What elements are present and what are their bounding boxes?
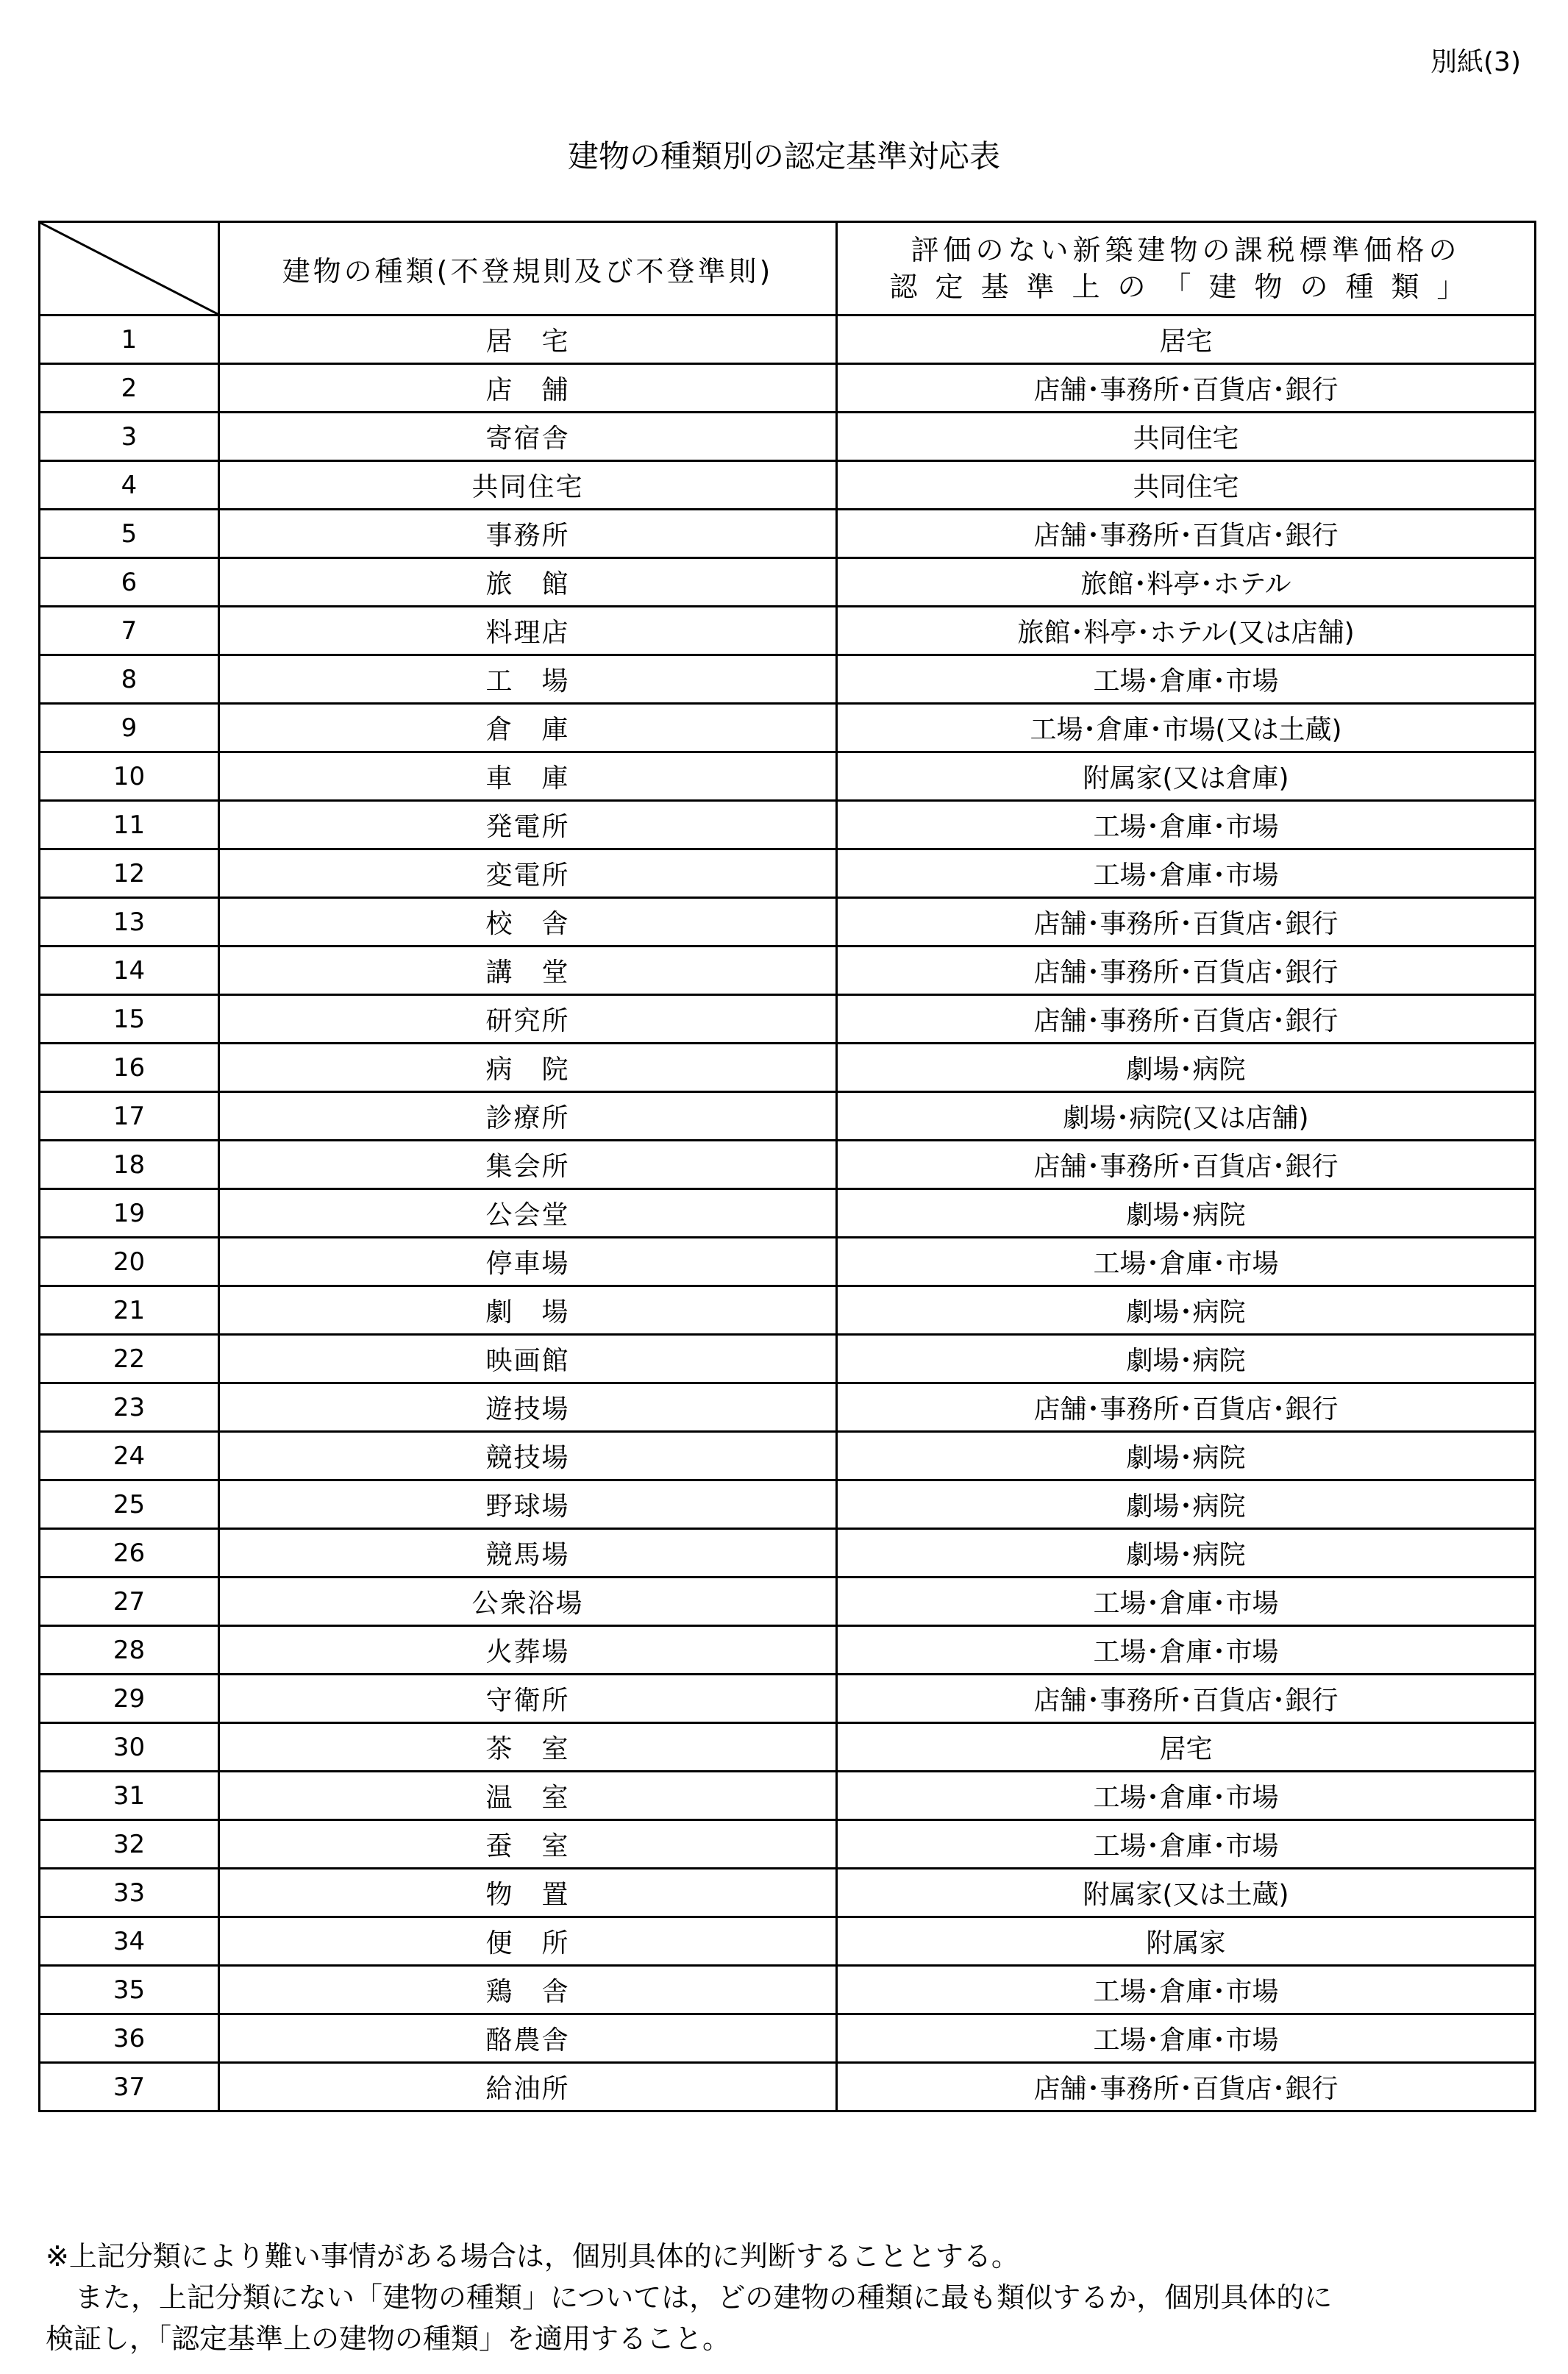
standard-type-cell: 居宅 bbox=[837, 316, 1536, 364]
row-number: 22 bbox=[40, 1335, 219, 1383]
table-row bbox=[40, 947, 1536, 995]
table-row bbox=[40, 1966, 1536, 2014]
standard-type-cell: 共同住宅 bbox=[837, 413, 1536, 461]
table-row bbox=[40, 655, 1536, 704]
standard-type-cell: 工場･倉庫･市場 bbox=[837, 2014, 1536, 2063]
standard-type-cell: 附属家(又は倉庫) bbox=[837, 752, 1536, 801]
standard-type-cell: 劇場･病院 bbox=[837, 1432, 1536, 1480]
row-number: 20 bbox=[40, 1238, 219, 1286]
building-type-cell: 給油所 bbox=[219, 2063, 837, 2111]
header-corner-cell bbox=[40, 222, 219, 316]
table-row bbox=[40, 1432, 1536, 1480]
standard-type-cell: 共同住宅 bbox=[837, 461, 1536, 510]
table-row bbox=[40, 1480, 1536, 1529]
row-number: 1 bbox=[40, 316, 219, 364]
row-number: 8 bbox=[40, 655, 219, 704]
table-row bbox=[40, 1141, 1536, 1189]
row-number: 4 bbox=[40, 461, 219, 510]
row-number: 12 bbox=[40, 849, 219, 898]
table-body bbox=[40, 316, 1536, 2111]
row-number: 32 bbox=[40, 1820, 219, 1869]
table-row bbox=[40, 1675, 1536, 1723]
row-number: 28 bbox=[40, 1626, 219, 1675]
row-number: 31 bbox=[40, 1772, 219, 1820]
building-type-cell: 病 院 bbox=[219, 1044, 837, 1092]
standard-type-cell: 店舗･事務所･百貨店･銀行 bbox=[837, 995, 1536, 1044]
row-number: 34 bbox=[40, 1917, 219, 1966]
table-row bbox=[40, 1335, 1536, 1383]
building-type-cell: 講 堂 bbox=[219, 947, 837, 995]
note-line-1: ※上記分類により難い事情がある場合は，個別具体的に判断することとする。 bbox=[46, 2240, 1019, 2273]
table-row bbox=[40, 995, 1536, 1044]
building-type-cell: 酪農舎 bbox=[219, 2014, 837, 2063]
building-type-cell: 物 置 bbox=[219, 1869, 837, 1917]
standard-type-cell: 劇場･病院 bbox=[837, 1286, 1536, 1335]
standard-type-cell: 店舗･事務所･百貨店･銀行 bbox=[837, 1383, 1536, 1432]
building-type-cell: 停車場 bbox=[219, 1238, 837, 1286]
table-row bbox=[40, 364, 1536, 413]
standard-type-cell: 工場･倉庫･市場 bbox=[837, 1578, 1536, 1626]
header-building-type: 建物の種類(不登規則及び不登準則) bbox=[219, 222, 837, 316]
row-number: 26 bbox=[40, 1529, 219, 1578]
standard-type-cell: 店舗･事務所･百貨店･銀行 bbox=[837, 947, 1536, 995]
standard-type-cell: 旅館･料亭･ホテル bbox=[837, 558, 1536, 607]
table-row bbox=[40, 1578, 1536, 1626]
header-certification-standard bbox=[837, 222, 1536, 316]
row-number: 5 bbox=[40, 510, 219, 558]
row-number: 13 bbox=[40, 898, 219, 947]
table-row bbox=[40, 316, 1536, 364]
standard-type-cell: 旅館･料亭･ホテル(又は店舗) bbox=[837, 607, 1536, 655]
building-type-cell: 公衆浴場 bbox=[219, 1578, 837, 1626]
building-type-cell: 温 室 bbox=[219, 1772, 837, 1820]
row-number: 3 bbox=[40, 413, 219, 461]
table-row bbox=[40, 2063, 1536, 2111]
table-row bbox=[40, 898, 1536, 947]
row-number: 33 bbox=[40, 1869, 219, 1917]
table-row bbox=[40, 704, 1536, 752]
note-line-3: 検証し，「認定基準上の建物の種類」を適用すること。 bbox=[46, 2323, 731, 2355]
row-number: 15 bbox=[40, 995, 219, 1044]
building-type-cell: 発電所 bbox=[219, 801, 837, 849]
building-type-cell: 蚕 室 bbox=[219, 1820, 837, 1869]
standard-type-cell: 工場･倉庫･市場(又は土蔵) bbox=[837, 704, 1536, 752]
row-number: 17 bbox=[40, 1092, 219, 1141]
standard-type-cell: 居宅 bbox=[837, 1723, 1536, 1772]
building-type-cell: 旅 館 bbox=[219, 558, 837, 607]
building-type-cell: 車 庫 bbox=[219, 752, 837, 801]
table-row bbox=[40, 558, 1536, 607]
standard-type-cell: 劇場･病院 bbox=[837, 1044, 1536, 1092]
row-number: 29 bbox=[40, 1675, 219, 1723]
building-type-cell: 集会所 bbox=[219, 1141, 837, 1189]
table-header-row bbox=[40, 222, 1536, 316]
building-type-cell: 研究所 bbox=[219, 995, 837, 1044]
building-type-cell: 事務所 bbox=[219, 510, 837, 558]
row-number: 36 bbox=[40, 2014, 219, 2063]
standard-type-cell: 工場･倉庫･市場 bbox=[837, 655, 1536, 704]
note-line-2: また，上記分類にない「建物の種類」については，どの建物の種類に最も類似するか，個別具体的に bbox=[75, 2281, 1333, 2314]
row-number: 21 bbox=[40, 1286, 219, 1335]
building-type-cell: 共同住宅 bbox=[219, 461, 837, 510]
building-type-cell: 鶏 舎 bbox=[219, 1966, 837, 2014]
row-number: 30 bbox=[40, 1723, 219, 1772]
standard-type-cell: 店舗･事務所･百貨店･銀行 bbox=[837, 364, 1536, 413]
standard-type-cell: 工場･倉庫･市場 bbox=[837, 1772, 1536, 1820]
row-number: 23 bbox=[40, 1383, 219, 1432]
table-row bbox=[40, 1189, 1536, 1238]
building-type-cell: 野球場 bbox=[219, 1480, 837, 1529]
table-row bbox=[40, 1626, 1536, 1675]
row-number: 16 bbox=[40, 1044, 219, 1092]
row-number: 2 bbox=[40, 364, 219, 413]
header-standard-line1: 評価のない新築建物の課税標準価格の bbox=[910, 234, 1461, 266]
notes bbox=[46, 2236, 1531, 2359]
row-number: 35 bbox=[40, 1966, 219, 2014]
building-type-cell: 倉 庫 bbox=[219, 704, 837, 752]
table-row bbox=[40, 1383, 1536, 1432]
standard-type-cell: 工場･倉庫･市場 bbox=[837, 1820, 1536, 1869]
table-row bbox=[40, 1820, 1536, 1869]
row-number: 19 bbox=[40, 1189, 219, 1238]
standard-type-cell: 劇場･病院(又は店舗) bbox=[837, 1092, 1536, 1141]
standard-type-cell: 劇場･病院 bbox=[837, 1480, 1536, 1529]
table-row bbox=[40, 607, 1536, 655]
header-standard-line2: 認定基準上の「建物の種類」 bbox=[889, 271, 1483, 303]
standard-type-cell: 工場･倉庫･市場 bbox=[837, 801, 1536, 849]
standard-type-cell: 劇場･病院 bbox=[837, 1189, 1536, 1238]
building-type-cell: 便 所 bbox=[219, 1917, 837, 1966]
table-row bbox=[40, 1238, 1536, 1286]
building-type-cell: 遊技場 bbox=[219, 1383, 837, 1432]
table-row bbox=[40, 1917, 1536, 1966]
table-row bbox=[40, 413, 1536, 461]
standard-type-cell: 工場･倉庫･市場 bbox=[837, 1238, 1536, 1286]
standard-type-cell: 劇場･病院 bbox=[837, 1335, 1536, 1383]
table-row bbox=[40, 1286, 1536, 1335]
standard-type-cell: 店舗･事務所･百貨店･銀行 bbox=[837, 2063, 1536, 2111]
building-type-cell: 店 舗 bbox=[219, 364, 837, 413]
standard-type-cell: 劇場･病院 bbox=[837, 1529, 1536, 1578]
row-number: 37 bbox=[40, 2063, 219, 2111]
building-type-cell: 寄宿舎 bbox=[219, 413, 837, 461]
standard-type-cell: 附属家(又は土蔵) bbox=[837, 1869, 1536, 1917]
building-type-cell: 変電所 bbox=[219, 849, 837, 898]
row-number: 11 bbox=[40, 801, 219, 849]
building-type-cell: 映画館 bbox=[219, 1335, 837, 1383]
row-number: 9 bbox=[40, 704, 219, 752]
page-reference: 別紙(3) bbox=[1430, 47, 1521, 77]
building-type-cell: 診療所 bbox=[219, 1092, 837, 1141]
standard-type-cell: 店舗･事務所･百貨店･銀行 bbox=[837, 1675, 1536, 1723]
building-type-cell: 料理店 bbox=[219, 607, 837, 655]
building-type-cell: 劇 場 bbox=[219, 1286, 837, 1335]
building-type-cell: 競技場 bbox=[219, 1432, 837, 1480]
document-title: 建物の種類別の認定基準対応表 bbox=[567, 138, 1000, 174]
standard-type-cell: 附属家 bbox=[837, 1917, 1536, 1966]
row-number: 18 bbox=[40, 1141, 219, 1189]
building-type-cell: 守衛所 bbox=[219, 1675, 837, 1723]
standard-type-cell: 工場･倉庫･市場 bbox=[837, 1966, 1536, 2014]
standard-type-cell: 店舗･事務所･百貨店･銀行 bbox=[837, 898, 1536, 947]
building-type-cell: 工 場 bbox=[219, 655, 837, 704]
building-type-cell: 茶 室 bbox=[219, 1723, 837, 1772]
row-number: 10 bbox=[40, 752, 219, 801]
standard-type-cell: 工場･倉庫･市場 bbox=[837, 1626, 1536, 1675]
table-row bbox=[40, 1723, 1536, 1772]
table-row bbox=[40, 1529, 1536, 1578]
table-row bbox=[40, 461, 1536, 510]
building-type-cell: 火葬場 bbox=[219, 1626, 837, 1675]
building-type-cell: 公会堂 bbox=[219, 1189, 837, 1238]
table-row bbox=[40, 1044, 1536, 1092]
row-number: 25 bbox=[40, 1480, 219, 1529]
table-row bbox=[40, 1092, 1536, 1141]
diagonal-line bbox=[40, 223, 218, 314]
standard-type-cell: 工場･倉庫･市場 bbox=[837, 849, 1536, 898]
table-row bbox=[40, 801, 1536, 849]
table-row bbox=[40, 1869, 1536, 1917]
building-type-cell: 競馬場 bbox=[219, 1529, 837, 1578]
table-row bbox=[40, 849, 1536, 898]
row-number: 27 bbox=[40, 1578, 219, 1626]
standard-type-cell: 店舗･事務所･百貨店･銀行 bbox=[837, 510, 1536, 558]
correspondence-table bbox=[38, 221, 1536, 2112]
row-number: 6 bbox=[40, 558, 219, 607]
building-type-cell: 居 宅 bbox=[219, 316, 837, 364]
row-number: 7 bbox=[40, 607, 219, 655]
building-type-cell: 校 舎 bbox=[219, 898, 837, 947]
row-number: 24 bbox=[40, 1432, 219, 1480]
standard-type-cell: 店舗･事務所･百貨店･銀行 bbox=[837, 1141, 1536, 1189]
row-number: 14 bbox=[40, 947, 219, 995]
table-row bbox=[40, 510, 1536, 558]
table-row bbox=[40, 2014, 1536, 2063]
table-row bbox=[40, 752, 1536, 801]
table-row bbox=[40, 1772, 1536, 1820]
